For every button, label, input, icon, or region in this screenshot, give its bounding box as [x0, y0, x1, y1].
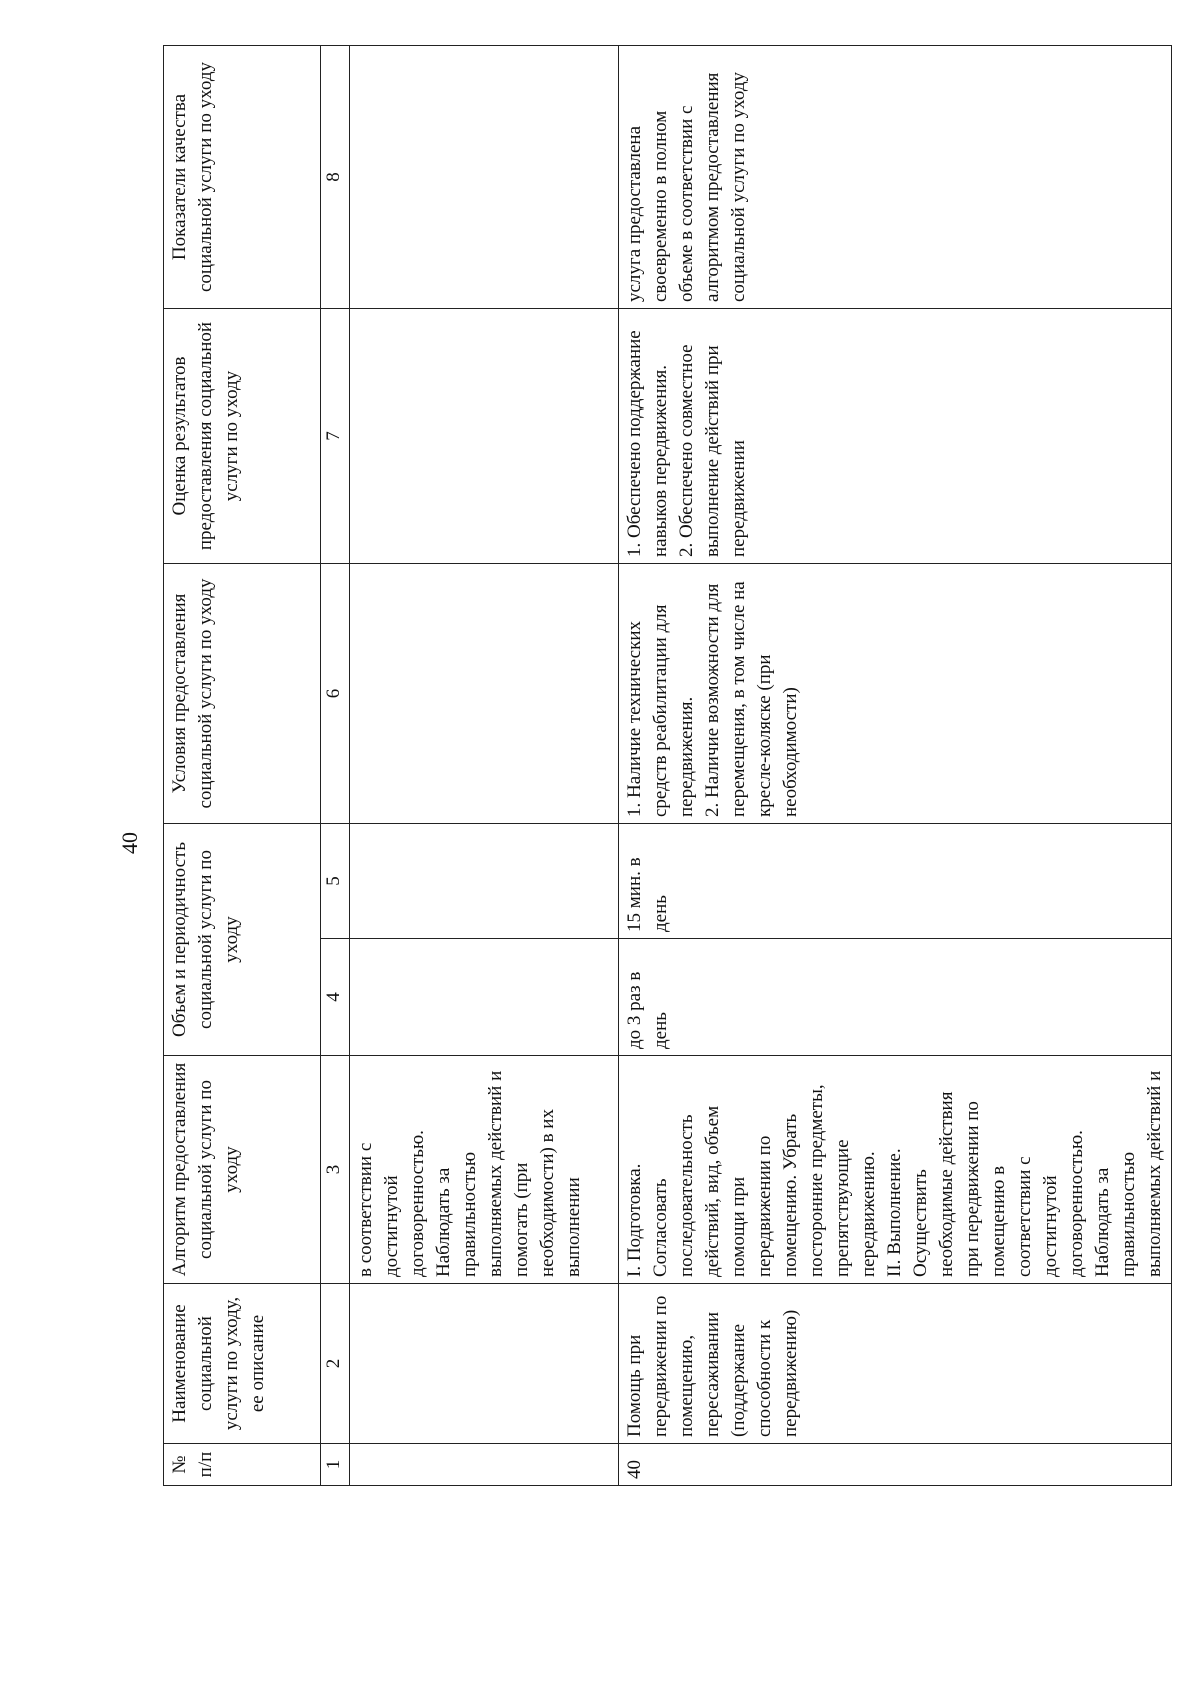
cell-algorithm: в соответствии с достигнутой договоренностью. Наблюдать за правильностью выполняемых действий и помогать (при необходимости) в их выполнении [350, 1056, 619, 1284]
header-volume: Объем и периодичность социальной услуги по уходу [164, 824, 321, 1056]
cell-algorithm [619, 1056, 1172, 1284]
column-number: 4 [321, 939, 350, 1056]
algorithm-step: Наблюдать за правильностью выполняемых действий и [1092, 1070, 1165, 1277]
column-number: 8 [321, 46, 350, 309]
column-number: 1 [321, 1444, 350, 1486]
cell-num [350, 1444, 619, 1486]
header-algorithm: Алгоритм предоставления социальной услуги по уходу [164, 1056, 321, 1284]
cell-name: Помощь при передвижении по помещению, пересаживании (поддержание способности к передвижению) [619, 1284, 1172, 1444]
cell-evaluation [350, 309, 619, 564]
condition-item: 1. Наличие технических средств реабилитации для передвижения. [624, 604, 697, 817]
cell-conditions [619, 564, 1172, 824]
algorithm-step: Осуществить необходимые действия при передвижении по помещению в соответствии с достигнутой договоренностью. [910, 1091, 1087, 1277]
table-row-continuation [350, 46, 619, 1486]
evaluation-item: 1. Обеспечено поддержание навыков передвижения. [624, 330, 671, 557]
services-table-container [163, 46, 1165, 1486]
cell-num: 40 [619, 1444, 1172, 1486]
cell-quality [350, 46, 619, 309]
cell-volume-duration [350, 824, 619, 939]
page-number: 40 [117, 832, 142, 854]
cell-name [350, 1284, 619, 1444]
cell-conditions [350, 564, 619, 824]
column-number: 5 [321, 824, 350, 939]
header-conditions: Условия предоставления социальной услуги по уходу [164, 564, 321, 824]
cell-volume-duration: 15 мин. в день [619, 824, 1172, 939]
column-number: 6 [321, 564, 350, 824]
algorithm-step: Согласовать последовательность действий, вид, объем помощи при передвижении по помещению. Убрать посторонние предметы, препятствующие передвижению. [650, 1084, 879, 1277]
rotated-page-frame [163, 46, 1165, 1486]
cell-volume-frequency [350, 939, 619, 1056]
column-number-row [321, 46, 350, 1486]
header-quality: Показатели качества социальной услуги по уходу [164, 46, 321, 309]
column-number: 7 [321, 309, 350, 564]
algorithm-step: II. Выполнение. [884, 1148, 905, 1277]
header-row [164, 46, 321, 1486]
evaluation-item: 2. Обеспечено совместное выполнение действий при передвижении [676, 344, 749, 557]
cell-volume-frequency: до 3 раз в день [619, 939, 1172, 1056]
condition-item: 2. Наличие возможности для перемещения, в том числе на кресле-коляске (при необходимости) [702, 581, 801, 817]
cell-evaluation [619, 309, 1172, 564]
header-num: № п/п [164, 1444, 321, 1486]
cell-quality: услуга предоставлена своевременно в полном объеме в соответствии с алгоритмом предоставления социальной услуги по уходу [619, 46, 1172, 309]
header-evaluation: Оценка результатов предоставления социальной услуги по уходу [164, 309, 321, 564]
column-number: 2 [321, 1284, 350, 1444]
services-table [163, 45, 1172, 1486]
header-name: Наименование социальной услуги по уходу, ее описание [164, 1284, 321, 1444]
column-number: 3 [321, 1056, 350, 1284]
table-row-40 [619, 46, 1172, 1486]
algorithm-step: I. Подготовка. [624, 1163, 645, 1277]
